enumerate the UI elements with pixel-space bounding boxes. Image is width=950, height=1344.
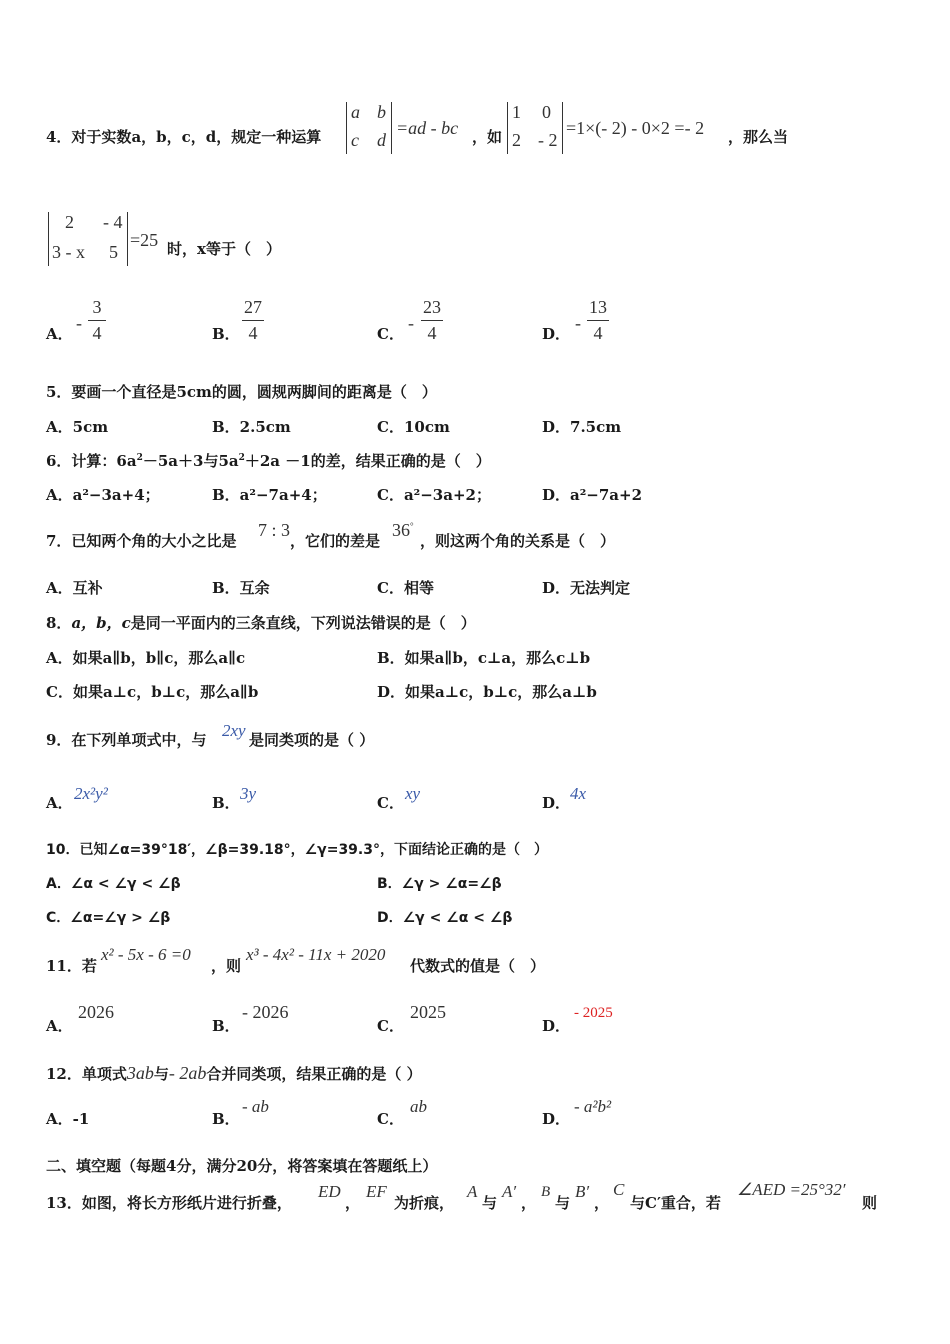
det-ex-a: 1 [512, 102, 521, 122]
q11-option-a-label[interactable]: A． [46, 1017, 73, 1035]
q4-tail: 时，x等于（ ） [167, 240, 281, 258]
q13-tail: 则 [862, 1194, 878, 1212]
q6-text-c: ＋2a －1的差，结果正确的是（ ） [244, 452, 491, 470]
q4-suffix: ，那么当 [728, 128, 789, 146]
q7-diff-degree: ° [410, 521, 414, 531]
det-a: a [351, 102, 360, 122]
q12-term-2: - 2ab [168, 1063, 207, 1083]
numerator: 27 [244, 297, 262, 317]
q13-yu-2: 与 [555, 1194, 571, 1212]
q8-option-a[interactable]: A．如果a∥b，b∥c，那么a∥c [46, 649, 246, 667]
q4-option-d-sign: - [575, 313, 581, 333]
det-d: d [377, 130, 386, 150]
q4-option-a-sign: - [76, 313, 82, 333]
q11-option-c-value: 2025 [410, 1002, 446, 1022]
q7-option-d[interactable]: D．无法判定 [542, 579, 631, 597]
q8-option-c[interactable]: C．如果a⊥c，b⊥c，那么a∥b [46, 683, 259, 701]
q13-c: C [613, 1180, 625, 1199]
numerator: 13 [589, 297, 607, 317]
q7-option-a[interactable]: A．互补 [46, 579, 103, 597]
q9-option-c-value: xy [405, 784, 421, 803]
q9-option-b-label[interactable]: B． [212, 794, 240, 812]
q11-expression: x³ - 4x² - 11x + 2020 [246, 945, 386, 964]
q4-determinant-example [507, 102, 563, 154]
q4-option-a-fraction [88, 297, 106, 344]
q9-text-b: 是同类项的是（ ） [249, 731, 375, 749]
q6-text-b: －5a＋3与5a [142, 452, 239, 470]
q13-angle: ∠AED =25°32′ [737, 1180, 846, 1199]
q10-option-d[interactable]: D．∠γ < ∠α < ∠β [377, 910, 513, 926]
q13-text-b: 为折痕， [394, 1194, 455, 1212]
q13-text-c: 与C′重合，若 [630, 1194, 721, 1212]
q4-option-c-fraction [421, 297, 443, 344]
q10-text: 10．已知∠α=39°18′，∠β=39.18°，∠γ=39.3°，下面结论正确的是（ ） [46, 842, 548, 858]
q12-option-d-value: - a²b² [574, 1097, 612, 1116]
q12-option-b-value: - ab [242, 1097, 269, 1116]
q7-diff [392, 520, 414, 541]
q4-option-b-fraction [242, 297, 264, 344]
denominator: 4 [248, 323, 258, 343]
q6-option-a[interactable]: A．a²−3a+4； [46, 486, 160, 504]
q4-option-c-label[interactable]: C． [377, 325, 404, 343]
numerator: 3 [92, 297, 102, 317]
det-b: b [377, 102, 386, 122]
q13-comma-2: ， [521, 1194, 537, 1212]
q6-sup-1: 2 [136, 453, 143, 463]
q12-text-a: 12．单项式 [46, 1065, 127, 1083]
q6-option-d[interactable]: D．a²−7a+2 [542, 486, 643, 504]
q4-prefix: 4．对于实数a，b，c，d，规定一种运算 [46, 128, 322, 146]
q4-determinant-equation [48, 212, 128, 266]
q6-sup-2: 2 [238, 453, 245, 463]
q5-text: 5．要画一个直径是5cm的圆，圆规两脚间的距离是（ ） [46, 383, 437, 401]
q6-text [46, 452, 491, 470]
det-ex-d: - 2 [538, 130, 558, 150]
q12-option-d-label[interactable]: D． [542, 1110, 571, 1128]
q5-option-a[interactable]: A．5cm [46, 418, 109, 436]
q8-text [46, 614, 476, 632]
q8-option-d[interactable]: D．如果a⊥c，b⊥c，那么a⊥b [377, 683, 597, 701]
det-eq-a: 2 [65, 212, 74, 232]
q11-option-d-label[interactable]: D． [542, 1017, 571, 1035]
q11-option-b-value: - 2026 [242, 1002, 289, 1022]
q8-text-b: 是同一平面内的三条直线，下列说法错误的是（ ） [130, 614, 476, 632]
q13-comma-1: ， [345, 1194, 361, 1212]
q12-text-c: 合并同类项，结果正确的是（ ） [206, 1065, 422, 1083]
q11-option-b-label[interactable]: B． [212, 1017, 240, 1035]
q9-option-d-value: 4x [570, 784, 587, 803]
q5-option-d[interactable]: D．7.5cm [542, 418, 622, 436]
q4-definition: =ad - bc [396, 118, 459, 138]
q13-a-prime: A′ [502, 1182, 517, 1201]
q11-option-c-label[interactable]: C． [377, 1017, 404, 1035]
q12-option-b-label[interactable]: B． [212, 1110, 240, 1128]
q9-text-a: 9．在下列单项式中，与 [46, 731, 207, 749]
q7-ratio: 7 : 3 [258, 520, 291, 540]
det-eq-c: 3 - x [52, 242, 85, 262]
q4-mid: ，如 [472, 128, 503, 146]
q7-option-c[interactable]: C．相等 [377, 579, 434, 597]
q9-option-d-label[interactable]: D． [542, 794, 571, 812]
section-title: 二、填空题（每题4分，满分20分，将答案填在答题纸上） [46, 1157, 438, 1175]
q7-text-b: ，它们的差是 [290, 532, 381, 550]
q6-option-c[interactable]: C．a²−3a+2； [377, 486, 491, 504]
q13-ef: EF [366, 1182, 387, 1201]
q4-option-d-fraction [587, 297, 609, 344]
q4-option-b-label[interactable]: B． [212, 325, 240, 343]
q9-option-c-label[interactable]: C． [377, 794, 404, 812]
numerator: 23 [423, 297, 441, 317]
q13-ed: ED [318, 1182, 341, 1201]
q12-option-c-value: ab [410, 1097, 427, 1116]
q12-text-b: 与 [153, 1065, 169, 1083]
q9-option-a-value: 2x²y² [74, 784, 108, 803]
q13-text-a: 13．如图，将长方形纸片进行折叠， [46, 1194, 292, 1212]
q8-text-a: 8． [46, 614, 72, 632]
det-eq-d: 5 [109, 242, 118, 262]
q12-option-a-label[interactable]: A．-1 [46, 1110, 90, 1128]
q12-term-1: 3ab [126, 1063, 154, 1083]
q6-text-a: 6．计算：6a [46, 452, 137, 470]
denominator: 4 [92, 323, 102, 343]
q6-option-b[interactable]: B．a²−7a+4； [212, 486, 327, 504]
q13-b-prime: B′ [575, 1182, 590, 1201]
q11-text-b: ，则 [211, 957, 242, 975]
q7-option-b[interactable]: B．互余 [212, 579, 270, 597]
q4-determinant-definition [346, 102, 392, 154]
denominator: 4 [593, 323, 603, 343]
q13-a: A [467, 1182, 478, 1201]
q12-option-c-label[interactable]: C． [377, 1110, 404, 1128]
q8-option-b[interactable]: B．如果a∥b，c⊥a，那么c⊥b [377, 649, 591, 667]
q4-option-a-label[interactable]: A． [46, 325, 73, 343]
q7-text-a: 7．已知两个角的大小之比是 [46, 532, 237, 550]
q4-example: =1×(- 2) - 0×2 =- 2 [566, 118, 705, 138]
q10-option-b[interactable]: B．∠γ > ∠α=∠β [377, 876, 502, 892]
q11-option-d-value: - 2025 [574, 1005, 613, 1021]
q12-text [46, 1063, 422, 1085]
det-c: c [351, 130, 359, 150]
q11-option-a-value: 2026 [78, 1002, 114, 1022]
q4-equals: =25 [130, 230, 159, 250]
q8-lines: a，b，c [71, 614, 131, 632]
q9-term: 2xy [222, 721, 246, 740]
det-ex-c: 2 [512, 130, 521, 150]
q11-text-c: 代数式的值是（ ） [410, 957, 546, 975]
q9-option-b-value: 3y [240, 784, 257, 803]
det-eq-b: - 4 [103, 212, 123, 232]
q13-b: B [541, 1184, 551, 1200]
denominator: 4 [427, 323, 437, 343]
q10-option-c[interactable]: C．∠α=∠γ > ∠β [46, 910, 171, 926]
q5-option-c[interactable]: C．10cm [377, 418, 450, 436]
q4-option-c-sign: - [408, 313, 414, 333]
q11-equation: x² - 5x - 6 =0 [101, 945, 191, 964]
det-ex-b: 0 [542, 102, 551, 122]
q11-text-a: 11．若 [46, 957, 97, 975]
q7-diff-value: 36 [392, 520, 410, 540]
q9-option-a-label[interactable]: A． [46, 794, 73, 812]
q13-comma-3: ， [594, 1194, 610, 1212]
q10-option-a[interactable]: A．∠α < ∠γ < ∠β [46, 876, 181, 892]
q5-option-b[interactable]: B．2.5cm [212, 418, 291, 436]
q4-option-d-label[interactable]: D． [542, 325, 571, 343]
q7-text-c: ，则这两个角的关系是（ ） [420, 532, 616, 550]
q13-yu-1: 与 [482, 1194, 498, 1212]
